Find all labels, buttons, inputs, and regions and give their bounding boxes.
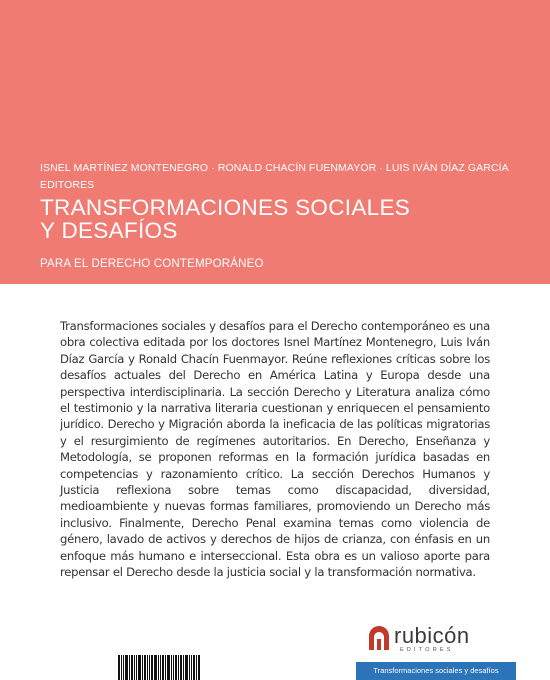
synopsis-paragraph: Transformaciones sociales y desafíos para el Derecho contemporáneo es una obra colectiva editada por los doctores Isnel Martínez Montenegro, Luis Iván Díaz García y Ronald Chacín Fuenmayor. Reúne reflexiones críticas sobre los desafíos actuales del Derecho en América Latina y Europa desde una perspectiva interdisciplinaria. La sección Derecho y Literatura analiza cómo el testimonio y la narrativa literaria cuestionan y enriquecen el pensamiento jurídico. Derecho y Migración aborda la ineficacia de las políticas migratorias y el resurgimiento de regímenes autoritarios. En Derecho, Enseñanza y Metodología, se proponen reformas en la formación jurídica basadas en competencias y razonamiento crítico. La sección Derechos Humanos y Justicia reflexiona sobre temas como discapacidad, diversidad, medioambiente y nuevas formas familiares, promoviendo un Derecho más inclusivo. Finalmente, Derecho Penal examina temas como violencia de género, lavado de activos y derechos de hijos de crianza, con énfasis en un enfoque más humano e interseccional. Esta obra es un valioso aporte para repensar el Derecho desde la justicia social y la transformación normativa. (60, 319, 490, 580)
publisher-name: rubicón (394, 623, 470, 648)
book-subtitle: PARA EL DERECHO CONTEMPORÁNEO (40, 258, 264, 270)
editors-names: ISNEL MARTÍNEZ MONTENEGRO · RONALD CHACÍN FUENMAYOR · LUIS IVÁN DÍAZ GARCÍA (40, 162, 509, 174)
barcode-icon (118, 655, 214, 680)
book-title-line2: Y DESAFÍOS (40, 218, 178, 243)
publisher-sub: EDITORES (400, 647, 454, 653)
book-title (40, 196, 410, 242)
series-tag (356, 662, 516, 680)
book-title-line1: TRANSFORMACIONES SOCIALES (40, 195, 411, 220)
editors-block (40, 160, 509, 194)
publisher-logo (368, 624, 518, 652)
arch-logo-icon (368, 626, 390, 650)
series-tag-text: Transformaciones sociales y desafíos (373, 666, 499, 675)
editors-label: EDITORES (40, 179, 95, 191)
